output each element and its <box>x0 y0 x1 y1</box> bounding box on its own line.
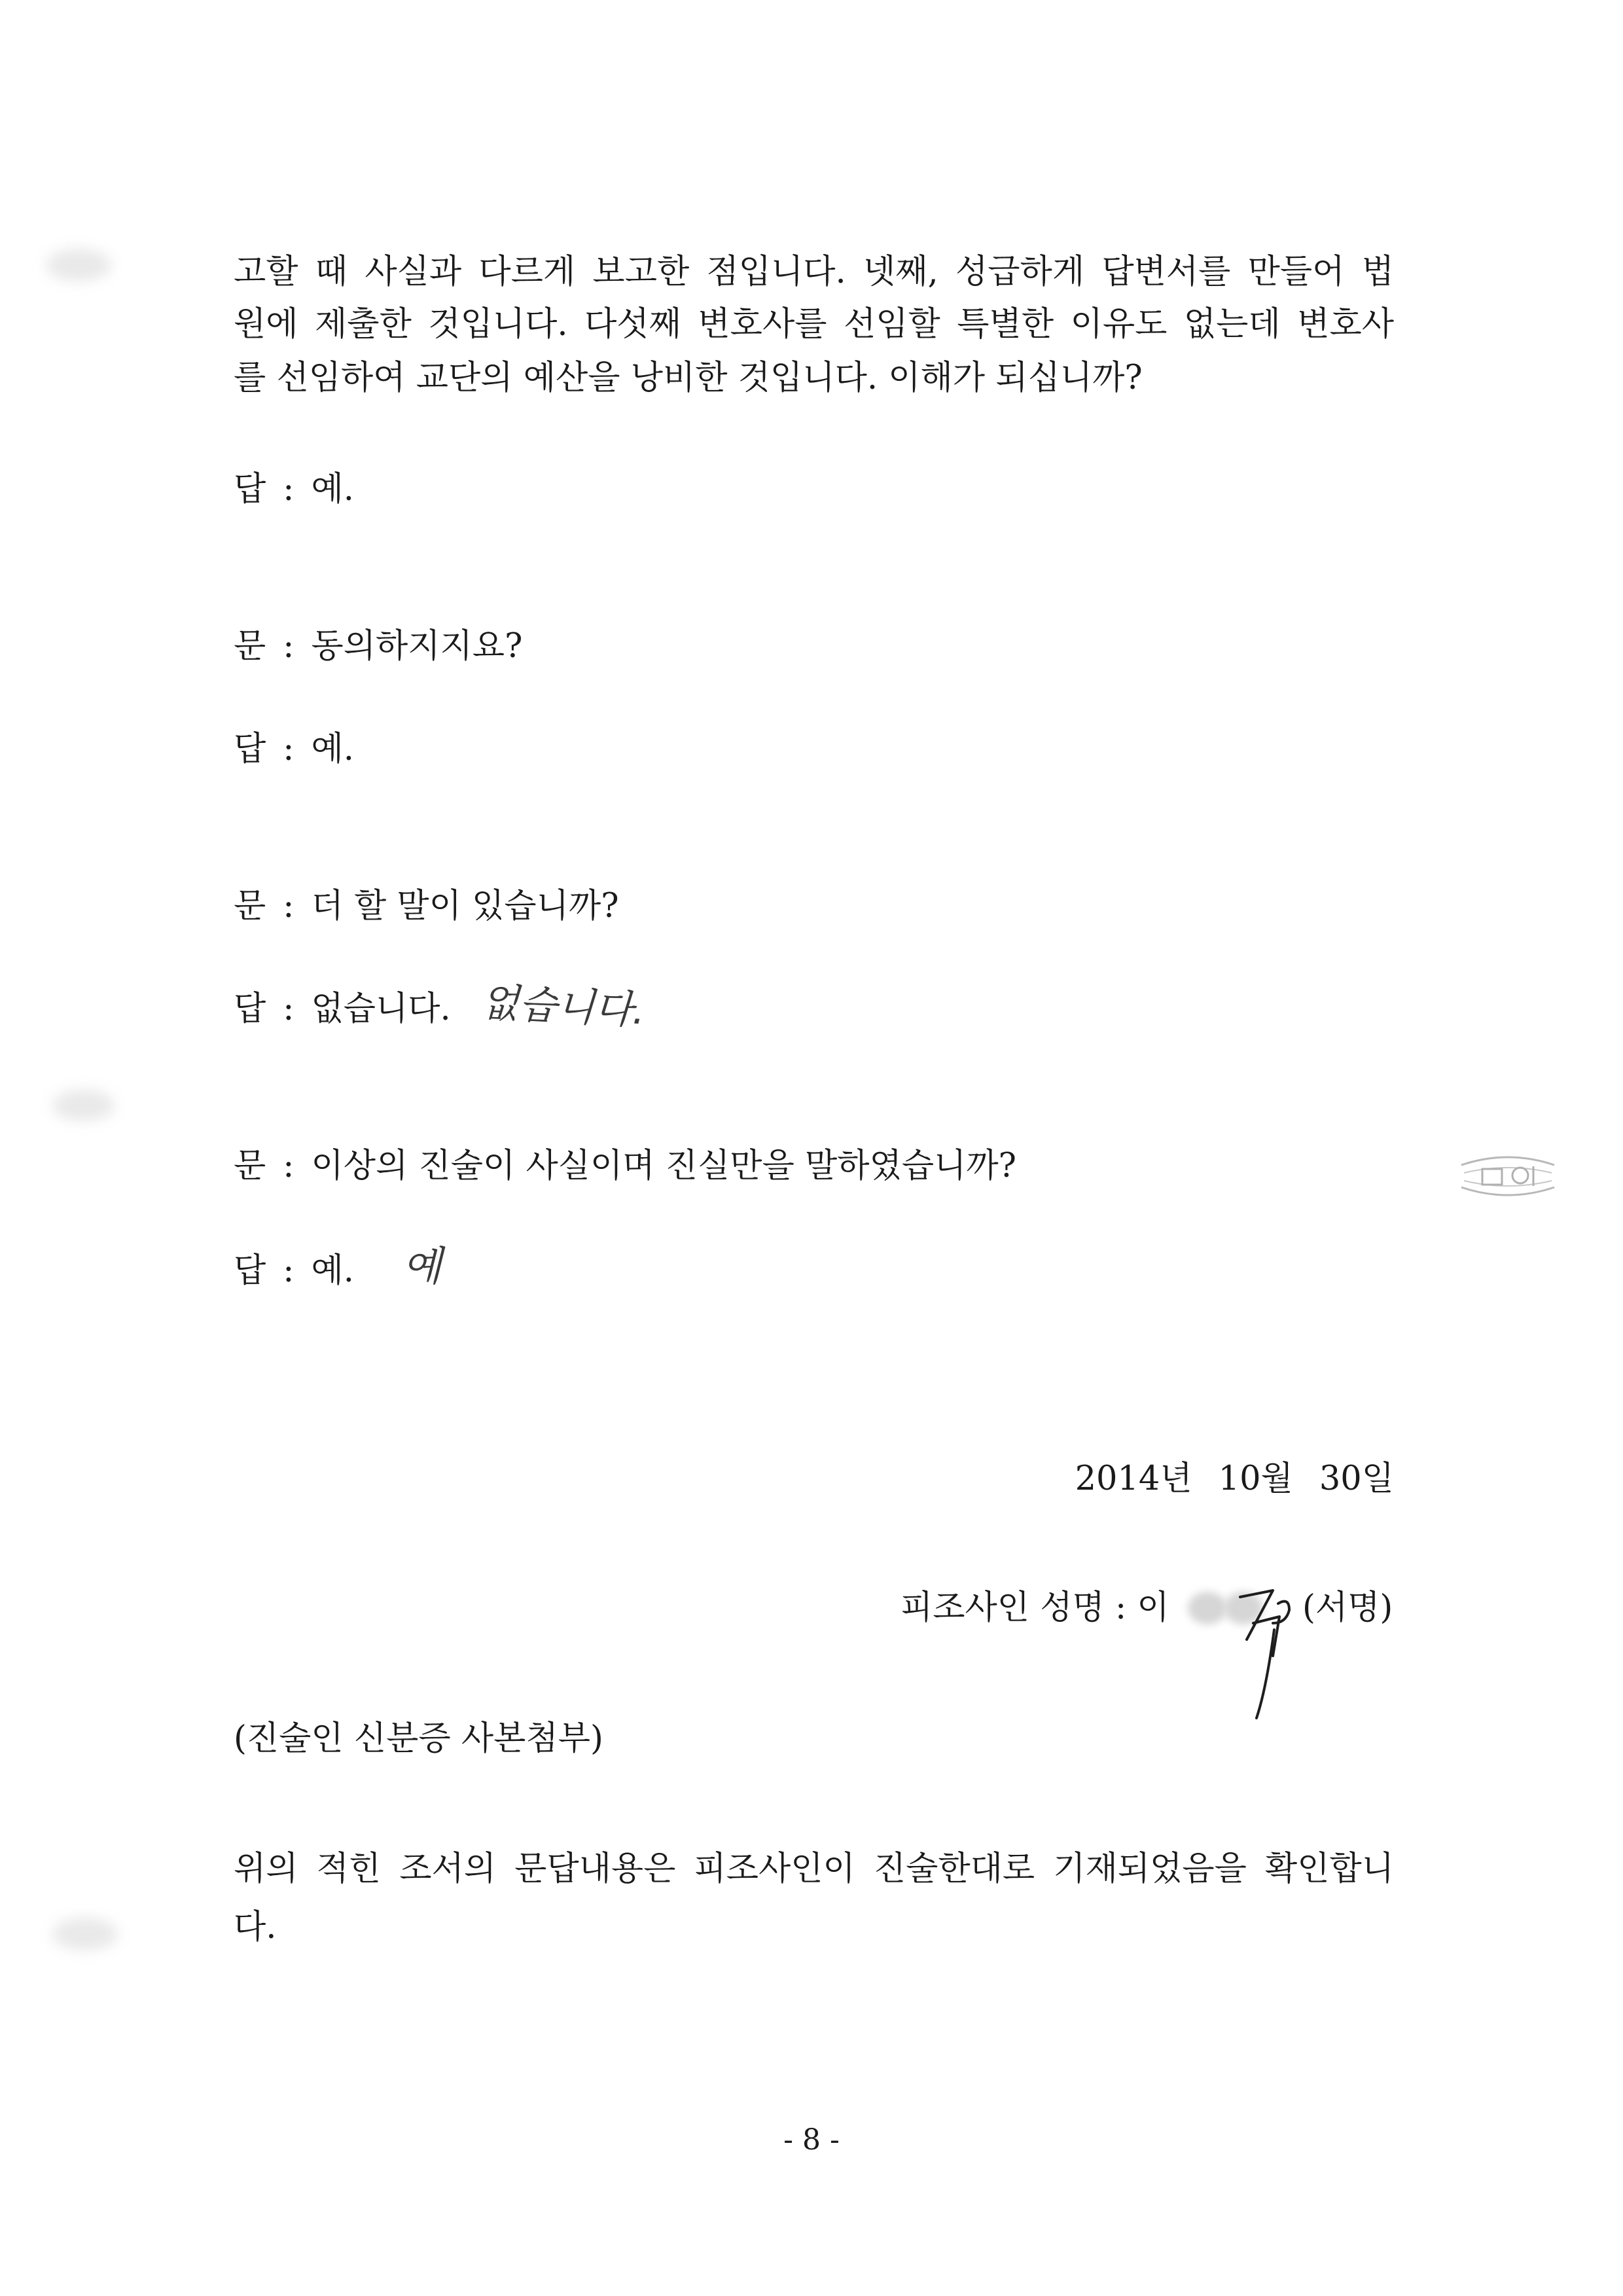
question-label: 문 <box>234 627 266 666</box>
signature-suffix-text: (서명) <box>1302 1588 1393 1627</box>
margin-smudge <box>46 249 111 281</box>
handwritten-answer: 없습니다. <box>480 979 647 1034</box>
page-number: - 8 - <box>783 2123 840 2157</box>
paragraph-1-line-3-text: 를 선임하여 교단의 예산을 낭비한 것입니다. 이해가 되십니까? <box>234 359 1143 397</box>
date-month: 10월 <box>1218 1460 1293 1498</box>
answer-label: 답 <box>234 730 266 768</box>
question-label: 문 <box>234 1147 266 1185</box>
seal-stamp <box>1456 1147 1560 1206</box>
answer-label: 답 <box>234 990 266 1028</box>
confirmation-line-1 <box>234 1850 1394 1889</box>
date-line <box>1075 1460 1394 1499</box>
date-day: 30일 <box>1319 1460 1394 1498</box>
answer-label: 답 <box>234 470 266 509</box>
colon: : <box>283 470 294 509</box>
paragraph-1-line-2-text: 원에 제출한 것입니다. 다섯째 변호사를 선임할 특별한 이유도 없는데 변호사 <box>234 305 1394 344</box>
confirmation-line-1-text: 위의 적힌 조서의 문답내용은 피조사인이 진술한대로 기재되었음을 확인합니 <box>234 1850 1394 1888</box>
signature-suffix <box>1302 1588 1393 1628</box>
attachment-note <box>234 1719 603 1759</box>
question-text: 이상의 진술이 사실이며 진실만을 말하였습니까? <box>311 1147 1016 1185</box>
date-year: 2014년 <box>1075 1460 1192 1498</box>
colon: : <box>283 1147 294 1185</box>
colon: : <box>283 730 294 768</box>
answer-line <box>234 730 354 769</box>
question-line <box>234 627 522 666</box>
question-text: 동의하지지요? <box>311 627 523 666</box>
answer-line <box>234 990 451 1029</box>
attachment-note-text: (진술인 신분증 사본첨부) <box>234 1719 603 1758</box>
confirmation-line-2-text: 다. <box>234 1908 277 1946</box>
answer-line <box>234 1251 354 1291</box>
paragraph-1-line-2 <box>234 305 1394 344</box>
answer-text: 예. <box>311 1251 354 1290</box>
colon: : <box>283 627 294 666</box>
answer-label: 답 <box>234 1251 266 1290</box>
colon: : <box>283 887 294 925</box>
redacted-name <box>1188 1592 1227 1624</box>
handwritten-answer: 예 <box>402 1242 442 1290</box>
question-line <box>234 1147 1016 1186</box>
signature-label: 피조사인 성명 : 이 <box>901 1588 1169 1627</box>
answer-text: 없습니다. <box>311 990 451 1028</box>
answer-line <box>234 470 354 509</box>
handwritten-signature <box>1227 1577 1299 1721</box>
answer-text: 예. <box>311 470 354 509</box>
question-line <box>234 887 619 926</box>
colon: : <box>283 990 294 1028</box>
margin-smudge <box>52 1918 118 1950</box>
colon: : <box>283 1251 294 1290</box>
paragraph-1-line-1-text: 고할 때 사실과 다르게 보고한 점입니다. 넷째, 성급하게 답변서를 만들어 법 <box>234 253 1394 291</box>
answer-text: 예. <box>311 730 354 768</box>
question-label: 문 <box>234 887 266 925</box>
signature-line <box>901 1588 1169 1628</box>
paragraph-1-line-3 <box>234 359 1143 398</box>
confirmation-line-2 <box>234 1908 276 1947</box>
paragraph-1-line-1 <box>234 253 1394 292</box>
question-text: 더 할 말이 있습니까? <box>311 887 619 925</box>
margin-smudge <box>52 1090 115 1121</box>
